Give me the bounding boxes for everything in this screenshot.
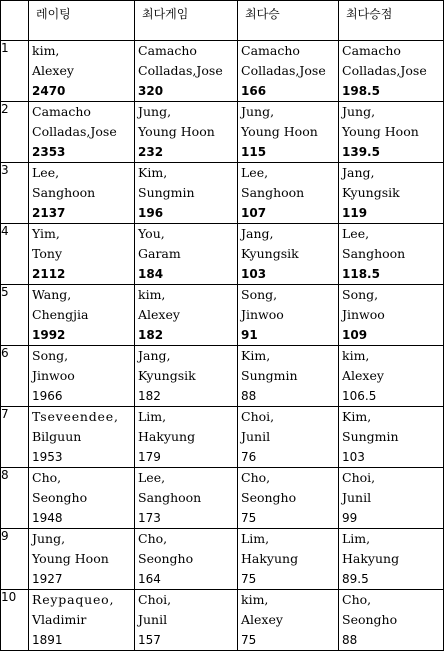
player-surname: Cho, [342, 592, 372, 607]
player-given-name: Tony [32, 246, 63, 261]
stat-value: 1891 [32, 633, 63, 647]
table-row [1, 224, 444, 285]
stat-value: 75 [241, 633, 257, 647]
player-given-name: Junil [342, 490, 372, 505]
table-row [1, 346, 444, 407]
stat-value: 1966 [32, 389, 63, 403]
player-surname: Reypaqueo, [32, 592, 115, 607]
stat-value: 166 [241, 84, 267, 98]
table-cell-most-games [135, 102, 238, 163]
stat-value: 1948 [32, 511, 63, 525]
player-given-name: Hakyung [241, 551, 299, 566]
player-surname: Camacho [32, 104, 91, 119]
table-cell-rating [29, 163, 135, 224]
stat-value: 88 [342, 633, 358, 647]
stat-value: 1953 [32, 450, 63, 464]
player-given-name: Hakyung [342, 551, 400, 566]
table-cell-rating [29, 529, 135, 590]
table-cell-rating [29, 468, 135, 529]
stat-value: 164 [138, 572, 161, 586]
table-row [1, 102, 444, 163]
table-cell-most-games [135, 529, 238, 590]
stat-value: 2470 [32, 84, 66, 98]
table-cell-most-wins [238, 102, 339, 163]
player-surname: Lim, [342, 531, 371, 546]
player-given-name: Colladas,Jose [138, 63, 223, 78]
player-surname: Song, [342, 287, 379, 302]
header-cell-rank [1, 1, 29, 41]
player-surname: kim, [32, 43, 60, 58]
player-given-name: Hakyung [138, 429, 196, 444]
rank-number: 3 [1, 163, 29, 224]
rank-number: 9 [1, 529, 29, 590]
table-cell-most-wins [238, 346, 339, 407]
player-surname: Camacho [342, 43, 401, 58]
player-surname: kim, [138, 287, 166, 302]
table-row [1, 468, 444, 529]
stat-value: 118.5 [342, 267, 380, 281]
table-cell-most-wins [238, 468, 339, 529]
player-given-name: Young Hoon [342, 124, 419, 139]
stat-value: 1927 [32, 572, 63, 586]
table-cell-most-points [339, 529, 444, 590]
stat-value: 198.5 [342, 84, 380, 98]
table-cell-most-points [339, 163, 444, 224]
stat-value: 115 [241, 145, 267, 159]
header-row [1, 1, 444, 41]
table-cell-most-points [339, 224, 444, 285]
player-surname: Choi, [138, 592, 172, 607]
player-given-name: Jinwoo [32, 368, 75, 383]
stat-value: 2137 [32, 206, 66, 220]
player-surname: Song, [32, 348, 69, 363]
player-surname: Lim, [241, 531, 270, 546]
table-cell-most-wins [238, 407, 339, 468]
table-row [1, 407, 444, 468]
rank-number: 10 [1, 590, 29, 651]
player-given-name: Seongho [138, 551, 194, 566]
header-cell-most-points: 최다승점 [339, 1, 444, 41]
player-given-name: Seongho [241, 490, 297, 505]
player-surname: Cho, [241, 470, 271, 485]
table-row [1, 285, 444, 346]
player-surname: Jung, [32, 531, 66, 546]
stat-value: 109 [342, 328, 368, 342]
player-given-name: Alexey [241, 612, 283, 627]
table-cell-rating [29, 41, 135, 102]
player-given-name: Junil [241, 429, 271, 444]
player-surname: Jung, [241, 104, 275, 119]
player-given-name: Garam [138, 246, 181, 261]
rank-number: 5 [1, 285, 29, 346]
player-given-name: Sungmin [138, 185, 195, 200]
table-cell-rating [29, 407, 135, 468]
table-cell-rating [29, 590, 135, 651]
player-given-name: Jinwoo [342, 307, 385, 322]
player-given-name: Sanghoon [138, 490, 202, 505]
player-given-name: Seongho [32, 490, 88, 505]
table-cell-most-games [135, 224, 238, 285]
player-given-name: Alexey [138, 307, 180, 322]
player-given-name: Sanghoon [342, 246, 406, 261]
rank-number: 8 [1, 468, 29, 529]
player-surname: Kim, [241, 348, 271, 363]
stat-value: 182 [138, 389, 161, 403]
player-surname: Song, [241, 287, 278, 302]
player-surname: Lee, [138, 470, 166, 485]
table-cell-rating [29, 285, 135, 346]
player-given-name: Chengjia [32, 307, 89, 322]
rank-number: 1 [1, 41, 29, 102]
table-cell-rating [29, 224, 135, 285]
table-cell-most-points [339, 285, 444, 346]
player-given-name: Bilguun [32, 429, 82, 444]
table-cell-most-games [135, 407, 238, 468]
player-given-name: Sanghoon [241, 185, 305, 200]
player-given-name: Colladas,Jose [342, 63, 427, 78]
rank-number: 4 [1, 224, 29, 285]
player-given-name: Vladimir [32, 612, 87, 627]
stat-value: 1992 [32, 328, 66, 342]
table-cell-most-wins [238, 285, 339, 346]
player-surname: You, [138, 226, 165, 241]
player-surname: Cho, [32, 470, 62, 485]
table-cell-most-games [135, 285, 238, 346]
stat-value: 182 [138, 328, 164, 342]
player-surname: Camacho [241, 43, 300, 58]
table-cell-most-wins [238, 41, 339, 102]
player-given-name: Kyungsik [138, 368, 196, 383]
stat-value: 196 [138, 206, 164, 220]
table-cell-most-wins [238, 224, 339, 285]
player-given-name: Colladas,Jose [241, 63, 326, 78]
player-surname: Lee, [342, 226, 370, 241]
player-given-name: Young Hoon [32, 551, 109, 566]
stat-value: 179 [138, 450, 161, 464]
player-surname: Lim, [138, 409, 167, 424]
stat-value: 106.5 [342, 389, 377, 403]
table-cell-most-games [135, 468, 238, 529]
player-surname: kim, [241, 592, 269, 607]
player-surname: Jang, [241, 226, 274, 241]
stat-value: 119 [342, 206, 368, 220]
stat-value: 76 [241, 450, 257, 464]
stat-value: 139.5 [342, 145, 380, 159]
header-cell-rating: 레이팅 [29, 1, 135, 41]
table-row [1, 590, 444, 651]
stat-value: 103 [342, 450, 365, 464]
player-surname: Choi, [241, 409, 275, 424]
stat-value: 99 [342, 511, 358, 525]
table-cell-most-wins [238, 163, 339, 224]
header-cell-most-wins: 최다승 [238, 1, 339, 41]
player-given-name: Colladas,Jose [32, 124, 117, 139]
player-surname: Kim, [342, 409, 372, 424]
player-surname: kim, [342, 348, 370, 363]
player-given-name: Junil [138, 612, 168, 627]
stat-value: 2353 [32, 145, 66, 159]
stat-value: 103 [241, 267, 267, 281]
player-surname: Wang, [32, 287, 72, 302]
stat-value: 320 [138, 84, 164, 98]
stat-value: 75 [241, 572, 257, 586]
table-cell-most-points [339, 41, 444, 102]
player-surname: Jang, [342, 165, 375, 180]
rank-number: 6 [1, 346, 29, 407]
table-cell-most-games [135, 590, 238, 651]
stat-value: 157 [138, 633, 161, 647]
stat-value: 88 [241, 389, 257, 403]
player-surname: Cho, [138, 531, 168, 546]
table-cell-most-games [135, 41, 238, 102]
table-cell-most-wins [238, 529, 339, 590]
table-cell-most-points [339, 346, 444, 407]
table-cell-rating [29, 346, 135, 407]
player-surname: Camacho [138, 43, 197, 58]
player-given-name: Kyungsik [342, 185, 400, 200]
stat-value: 184 [138, 267, 164, 281]
ranking-table-body [1, 1, 444, 651]
table-cell-most-wins [238, 590, 339, 651]
table-cell-most-points [339, 407, 444, 468]
rank-number: 7 [1, 407, 29, 468]
stat-value: 232 [138, 145, 164, 159]
stat-value: 107 [241, 206, 267, 220]
player-surname: Lee, [32, 165, 60, 180]
header-cell-most-games: 최다게임 [135, 1, 238, 41]
player-surname: Choi, [342, 470, 376, 485]
stat-value: 91 [241, 328, 258, 342]
player-given-name: Kyungsik [241, 246, 299, 261]
stat-value: 2112 [32, 267, 66, 281]
player-given-name: Jinwoo [241, 307, 284, 322]
player-given-name: Sanghoon [32, 185, 96, 200]
player-given-name: Sungmin [241, 368, 298, 383]
table-row [1, 529, 444, 590]
table-row [1, 41, 444, 102]
player-surname: Tseveendee, [32, 409, 119, 424]
player-surname: Jung, [342, 104, 376, 119]
table-cell-most-points [339, 102, 444, 163]
table-cell-most-games [135, 163, 238, 224]
player-given-name: Young Hoon [241, 124, 318, 139]
player-given-name: Young Hoon [138, 124, 215, 139]
player-surname: Kim, [138, 165, 168, 180]
stat-value: 75 [241, 511, 257, 525]
table-cell-most-games [135, 346, 238, 407]
table-cell-most-points [339, 468, 444, 529]
table-cell-rating [29, 102, 135, 163]
table-row [1, 163, 444, 224]
player-surname: Yim, [32, 226, 60, 241]
stat-value: 173 [138, 511, 161, 525]
rank-number: 2 [1, 102, 29, 163]
player-surname: Lee, [241, 165, 269, 180]
player-given-name: Alexey [342, 368, 384, 383]
player-given-name: Sungmin [342, 429, 399, 444]
player-given-name: Seongho [342, 612, 398, 627]
stat-value: 89.5 [342, 572, 369, 586]
player-surname: Jung, [138, 104, 172, 119]
table-cell-most-points [339, 590, 444, 651]
player-surname: Jang, [138, 348, 171, 363]
player-given-name: Alexey [32, 63, 74, 78]
